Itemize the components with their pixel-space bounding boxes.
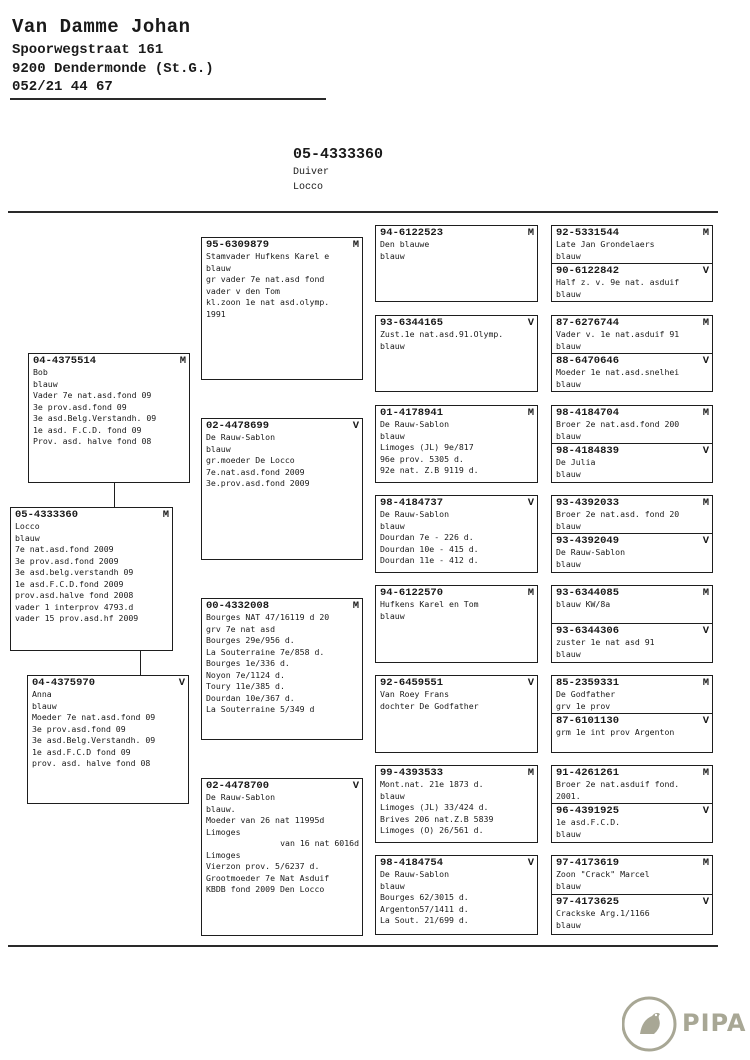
pigeon-line: gr.moeder De Locco bbox=[206, 455, 295, 465]
sex-mark: V bbox=[702, 535, 709, 547]
ring-number: 93-6344085 bbox=[556, 587, 620, 599]
pigeon-line: blauw bbox=[556, 558, 581, 569]
pigeon-line: blauw bbox=[206, 262, 231, 273]
pigeon-line: Late Jan Grondelaers bbox=[556, 239, 655, 249]
header-underline bbox=[10, 98, 326, 100]
ring-number: 98-4184754 bbox=[380, 857, 444, 869]
ring-number: 93-4392033 bbox=[556, 497, 620, 509]
pair-divider bbox=[552, 533, 712, 534]
pair-divider bbox=[552, 713, 712, 714]
pigeon-line: 2001. bbox=[556, 790, 581, 801]
pigeon-fffm[interactable] bbox=[556, 265, 709, 300]
ring-number: 97-4173619 bbox=[556, 857, 620, 869]
pigeon-ffm[interactable] bbox=[375, 315, 538, 392]
pigeon-line: blauw bbox=[556, 250, 581, 261]
pigeon-line: blauw bbox=[32, 700, 57, 711]
sex-mark: V bbox=[702, 355, 709, 367]
pigeon-line: Toury 11e/385 d. bbox=[206, 681, 285, 691]
ring-number: 88-6470646 bbox=[556, 355, 620, 367]
sex-mark: V bbox=[527, 317, 534, 329]
sex-mark: M bbox=[527, 227, 534, 239]
sex-mark: M bbox=[702, 677, 709, 689]
pigeon-fmfm[interactable] bbox=[556, 445, 709, 480]
pigeon-line: prov. asd. halve fond 08 bbox=[32, 758, 151, 768]
pigeon-line: blauw bbox=[380, 520, 405, 531]
pigeon-line: Hufkens Karel en Tom bbox=[380, 599, 479, 609]
pigeon-line: blauw bbox=[556, 828, 581, 839]
ring-number: 01-4178941 bbox=[380, 407, 444, 419]
pigeon-line: 3e asd.belg.verstandh 09 bbox=[15, 567, 134, 577]
pigeon-line: De Rauw-Sablon bbox=[206, 432, 276, 442]
pigeon-line: Van Roey Frans bbox=[380, 689, 450, 699]
sex-mark: V bbox=[527, 677, 534, 689]
pigeon-line: blauw bbox=[380, 610, 405, 621]
pigeon-self[interactable] bbox=[10, 507, 173, 651]
pigeon-line: KBDB fond 2009 Den Locco bbox=[206, 884, 325, 894]
pigeon-fff[interactable] bbox=[375, 225, 538, 302]
sex-mark: M bbox=[179, 355, 186, 367]
pigeon-line: 3e.prov.asd.fond 2009 bbox=[206, 478, 310, 488]
owner-city: 9200 Dendermonde (St.G.) bbox=[12, 61, 214, 77]
bottom-rule bbox=[8, 945, 718, 947]
pigeon-mmff[interactable] bbox=[556, 767, 709, 802]
subject-sex: Duiver bbox=[293, 167, 330, 178]
pigeon-line: Bourges 29e/956 d. bbox=[206, 635, 295, 645]
pigeon-line: Limoges bbox=[206, 849, 241, 860]
pigeon-line: blauw bbox=[206, 443, 231, 454]
pigeon-line: Vader v. 1e nat.asduif 91 bbox=[556, 329, 680, 339]
ring-number: 94-6122570 bbox=[380, 587, 444, 599]
pigeon-line: La Souterraine 7e/858 d. bbox=[206, 646, 325, 657]
pigeon-line: Grootmoeder 7e Nat Asduif bbox=[206, 872, 330, 883]
pigeon-line: blauw bbox=[556, 468, 581, 479]
pigeon-mmmf[interactable] bbox=[556, 857, 709, 892]
ring-number: 95-6309879 bbox=[206, 239, 270, 251]
pigeon-line: Argenton57/1411 d. bbox=[380, 903, 469, 914]
ring-number: 98-4184704 bbox=[556, 407, 620, 419]
pigeon-line: 3e prov.asd.fond 09 bbox=[32, 723, 126, 734]
pigeon-line: Mont.nat. 21e 1873 d. bbox=[380, 779, 484, 789]
pigeon-ff[interactable] bbox=[201, 237, 363, 380]
sex-mark: M bbox=[702, 227, 709, 239]
pigeon-line: Vierzon prov. 5/6237 d. bbox=[206, 861, 320, 871]
pigeon-fmmf[interactable] bbox=[556, 497, 709, 532]
sex-mark: V bbox=[352, 420, 359, 432]
ring-number: 93-6344165 bbox=[380, 317, 444, 329]
pigeon-line: De Rauw-Sablon bbox=[206, 792, 276, 802]
pigeon-line: blauw bbox=[380, 430, 405, 441]
pigeon-fm[interactable] bbox=[201, 418, 363, 560]
owner-name: Van Damme Johan bbox=[12, 16, 191, 38]
pigeon-line: prov.asd.halve fond 2008 bbox=[15, 590, 134, 600]
pigeon-line: 7e.nat.asd.fond 2009 bbox=[206, 466, 305, 477]
pigeon-line: 1e asd. F.C.D. fond 09 bbox=[33, 424, 142, 435]
pigeon-line: Limoges (O) 26/561 d. bbox=[380, 825, 484, 835]
pair-divider bbox=[552, 353, 712, 354]
pigeon-line: grv 7e nat asd bbox=[206, 623, 276, 634]
ring-number: 05-4333360 bbox=[15, 509, 79, 521]
pigeon-pair-fm bbox=[551, 315, 713, 392]
pigeon-line: La Sout. 21/699 d. bbox=[380, 915, 469, 925]
pigeon-fmf[interactable] bbox=[375, 405, 538, 483]
pigeon-line: vader 15 prov.asd.hf 2009 bbox=[15, 613, 139, 623]
pigeon-line: 7e nat.asd.fond 2009 bbox=[15, 544, 114, 554]
pigeon-line: Dourdan 7e - 226 d. bbox=[380, 532, 474, 542]
pigeon-line: blauw bbox=[380, 250, 405, 261]
connector-dam bbox=[140, 651, 141, 675]
ring-number: 94-6122523 bbox=[380, 227, 444, 239]
pigeon-line: De Godfather bbox=[556, 689, 616, 699]
pipa-logo bbox=[622, 994, 747, 1054]
pigeon-line: Crackske Arg.1/1166 bbox=[556, 908, 650, 918]
pigeon-line: 3e asd.Belg.Verstandh. 09 bbox=[33, 413, 157, 423]
pipa-logo-text: PIPA bbox=[682, 1009, 747, 1037]
pair-divider bbox=[552, 803, 712, 804]
pigeon-mfmf[interactable] bbox=[556, 677, 709, 712]
pigeon-line: blauw bbox=[556, 430, 581, 441]
pigeon-line: La Souterraine 5/349 d bbox=[206, 704, 315, 714]
pigeon-line: Moeder 7e nat.asd.fond 09 bbox=[32, 712, 156, 722]
pigeon-line: blauw bbox=[556, 648, 581, 659]
pigeon-line: Limoges (JL) 33/424 d. bbox=[380, 802, 489, 812]
pigeon-line: Moeder van 26 nat 11995d bbox=[206, 815, 325, 825]
owner-phone: 052/21 44 67 bbox=[12, 79, 113, 95]
pigeon-line: 1991 bbox=[206, 308, 226, 319]
ring-number: 99-4393533 bbox=[380, 767, 444, 779]
pigeon-pair-mm bbox=[551, 495, 713, 573]
pigeon-line: dochter De Godfather bbox=[380, 700, 479, 711]
pigeon-line: 92e nat. Z.B 9119 d. bbox=[380, 465, 479, 475]
ring-number: 00-4332008 bbox=[206, 600, 270, 612]
pigeon-line: Limoges (JL) 9e/817 bbox=[380, 442, 474, 452]
pigeon-line: Broer 2e nat.asd.fond 200 bbox=[556, 419, 680, 429]
pigeon-fmff[interactable] bbox=[556, 407, 709, 442]
ring-number: 98-4184839 bbox=[556, 445, 620, 457]
pigeon-line: De Rauw-Sablon bbox=[380, 419, 450, 429]
pigeon-line: Broer 2e nat.asd. fond 20 bbox=[556, 509, 680, 519]
pigeon-line: Moeder 1e nat.asd.snelhei bbox=[556, 367, 680, 377]
pigeon-sire[interactable] bbox=[28, 353, 190, 483]
pigeon-line: Stamvader Hufkens Karel e bbox=[206, 251, 330, 261]
pair-divider bbox=[552, 443, 712, 444]
sex-mark: V bbox=[702, 805, 709, 817]
pigeon-line: Zoon "Crack" Marcel bbox=[556, 869, 650, 879]
pigeon-mmmm[interactable] bbox=[556, 896, 709, 931]
pigeon-line: blauw bbox=[33, 378, 58, 389]
connector-sire bbox=[114, 483, 115, 507]
sex-mark: V bbox=[527, 857, 534, 869]
pigeon-line: blauw bbox=[380, 880, 405, 891]
pigeon-mmf[interactable] bbox=[375, 765, 538, 843]
pigeon-line: Prov. asd. halve fond 08 bbox=[33, 436, 152, 446]
pigeon-line: De Rauw-Sablon bbox=[380, 869, 450, 879]
ring-number: 91-4261261 bbox=[556, 767, 620, 779]
pigeon-line: grm 1e int prov Argenton bbox=[556, 727, 675, 737]
pigeon-line: 3e prov.asd.fond 2009 bbox=[15, 555, 119, 566]
pigeon-pair-mfm bbox=[551, 675, 713, 753]
pigeon-mfff[interactable] bbox=[556, 587, 709, 611]
sex-mark: V bbox=[702, 625, 709, 637]
pigeon-line: Bourges 1e/336 d. bbox=[206, 658, 290, 668]
ring-number: 92-6459551 bbox=[380, 677, 444, 689]
pigeon-line: blauw bbox=[556, 340, 581, 351]
pigeon-line: Anna bbox=[32, 689, 52, 699]
pigeon-line: Half z. v. 9e nat. asduif bbox=[556, 277, 680, 287]
pigeon-line: 1e asd.F.C.D. bbox=[556, 817, 621, 827]
pigeon-line: 3e prov.asd.fond 09 bbox=[33, 401, 127, 412]
pigeon-line: grv 1e prov bbox=[556, 700, 611, 711]
pigeon-pair-mmm bbox=[551, 855, 713, 935]
pigeon-line: Dourdan 11e - 412 d. bbox=[380, 555, 479, 565]
sex-mark: M bbox=[527, 587, 534, 599]
pigeon-line: Brives 206 nat.Z.B 5839 bbox=[380, 813, 494, 824]
pigeon-line: blauw. bbox=[206, 803, 236, 814]
pair-divider bbox=[552, 894, 712, 895]
pigeon-line: De Rauw-Sablon bbox=[380, 509, 450, 519]
ring-number: 04-4375514 bbox=[33, 355, 97, 367]
ring-number: 96-4391925 bbox=[556, 805, 620, 817]
pigeon-line: 96e prov. 5305 d. bbox=[380, 453, 464, 464]
pigeon-line: blauw bbox=[556, 520, 581, 531]
pigeon-line: blauw bbox=[556, 288, 581, 299]
sex-mark: M bbox=[702, 317, 709, 329]
pigeon-line: blauw bbox=[556, 919, 581, 930]
sex-mark: M bbox=[702, 857, 709, 869]
ring-number: 02-4478699 bbox=[206, 420, 270, 432]
ring-number: 87-6276744 bbox=[556, 317, 620, 329]
pigeon-line: Vader 7e nat.asd.fond 09 bbox=[33, 390, 152, 400]
pigeon-fmm[interactable] bbox=[375, 495, 538, 573]
sex-mark: M bbox=[702, 407, 709, 419]
pigeon-line: vader 1 interprov 4793.d bbox=[15, 601, 134, 612]
ring-number: 97-4173625 bbox=[556, 896, 620, 908]
sex-mark: M bbox=[702, 587, 709, 599]
pigeon-dam[interactable] bbox=[27, 675, 189, 804]
pigeon-pair-mf bbox=[551, 405, 713, 483]
subject-name: Locco bbox=[293, 182, 324, 193]
sex-mark: M bbox=[162, 509, 169, 521]
ring-number: 93-6344306 bbox=[556, 625, 620, 637]
pigeon-line: Dourdan 10e/367 d. bbox=[206, 692, 295, 703]
sex-mark: M bbox=[352, 239, 359, 251]
pigeon-line: Bourges 62/3015 d. bbox=[380, 892, 469, 902]
pigeon-ffmf[interactable] bbox=[556, 317, 709, 352]
sex-mark: V bbox=[702, 265, 709, 277]
pigeon-line: 1e asd.F.C.D.fond 2009 bbox=[15, 578, 124, 589]
ring-number: 04-4375970 bbox=[32, 677, 96, 689]
pigeon-fmmm[interactable] bbox=[556, 535, 709, 570]
pigeon-line: Bob bbox=[33, 367, 48, 377]
pigeon-line: 1e asd.F.C.D fond 09 bbox=[32, 746, 131, 757]
pair-divider bbox=[552, 263, 712, 264]
owner-street: Spoorwegstraat 161 bbox=[12, 42, 164, 58]
pair-divider bbox=[552, 623, 712, 624]
sex-mark: V bbox=[178, 677, 185, 689]
sex-mark: V bbox=[702, 896, 709, 908]
pigeon-line: blauw bbox=[380, 790, 405, 801]
pigeon-pair-mff bbox=[551, 585, 713, 663]
pigeon-line: De Julia bbox=[556, 457, 596, 467]
ring-number: 02-4478700 bbox=[206, 780, 270, 792]
ring-number: 90-6122842 bbox=[556, 265, 620, 277]
pigeon-mfmm[interactable] bbox=[556, 715, 709, 739]
pigeon-line: blauw bbox=[15, 532, 40, 543]
pigeon-line: Broer 2e nat.asduif fond. bbox=[556, 779, 680, 789]
sex-mark: V bbox=[352, 780, 359, 792]
pigeon-line: 3e asd.Belg.Verstandh. 09 bbox=[32, 735, 156, 745]
sex-mark: M bbox=[702, 767, 709, 779]
pigeon-line: van 16 nat 6016d bbox=[280, 838, 359, 848]
pigeon-line: Noyon 7e/1124 d. bbox=[206, 669, 285, 680]
top-rule bbox=[8, 211, 718, 213]
pigeon-line: blauw bbox=[380, 340, 405, 351]
sex-mark: V bbox=[527, 497, 534, 509]
pigeon-pair-ff bbox=[551, 225, 713, 302]
pigeon-line: Dourdan 10e - 415 d. bbox=[380, 543, 479, 554]
sex-mark: M bbox=[702, 497, 709, 509]
pigeon-line: Limoges bbox=[206, 826, 241, 837]
pigeon-line: Den blauwe bbox=[380, 239, 430, 249]
ring-number: 93-4392049 bbox=[556, 535, 620, 547]
pigeon-line: blauw bbox=[556, 378, 581, 389]
ring-number: 87-6101130 bbox=[556, 715, 620, 727]
pigeon-ffmm[interactable] bbox=[556, 355, 709, 390]
pigeon-mfm[interactable] bbox=[375, 675, 538, 753]
pigeon-pair-mmf bbox=[551, 765, 713, 843]
sex-mark: V bbox=[702, 445, 709, 457]
sex-mark: M bbox=[527, 407, 534, 419]
pigeon-line: Zust.1e nat.asd.91.Olymp. bbox=[380, 329, 504, 339]
sex-mark: M bbox=[527, 767, 534, 779]
pigeon-mf[interactable] bbox=[201, 598, 363, 740]
sex-mark: M bbox=[352, 600, 359, 612]
pigeon-line: kl.zoon 1e nat asd.olymp. bbox=[206, 297, 330, 307]
pigeon-line: vader v den Tom bbox=[206, 285, 280, 296]
pigeon-line: blauw KW/8a bbox=[556, 599, 611, 609]
pigeon-line: zuster 1e nat asd 91 bbox=[556, 637, 655, 647]
subject-ring: 05-4333360 bbox=[293, 146, 384, 163]
ring-number: 92-5331544 bbox=[556, 227, 620, 239]
ring-number: 98-4184737 bbox=[380, 497, 444, 509]
pigeon-ffff[interactable] bbox=[556, 227, 709, 262]
sex-mark: V bbox=[702, 715, 709, 727]
pigeon-line: blauw bbox=[556, 880, 581, 891]
pigeon-mmfm[interactable] bbox=[556, 805, 709, 840]
pigeon-line: De Rauw-Sablon bbox=[556, 547, 626, 557]
pigeon-line: Bourges NAT 47/16119 d 20 bbox=[206, 612, 330, 622]
pigeon-mm[interactable] bbox=[201, 778, 363, 936]
pigeon-line: gr vader 7e nat.asd fond bbox=[206, 274, 325, 284]
pigeon-mff[interactable] bbox=[375, 585, 538, 663]
pigeon-line: Locco bbox=[15, 521, 40, 531]
pigeon-mffm[interactable] bbox=[556, 625, 709, 660]
pigeon-mmm[interactable] bbox=[375, 855, 538, 935]
ring-number: 85-2359331 bbox=[556, 677, 620, 689]
